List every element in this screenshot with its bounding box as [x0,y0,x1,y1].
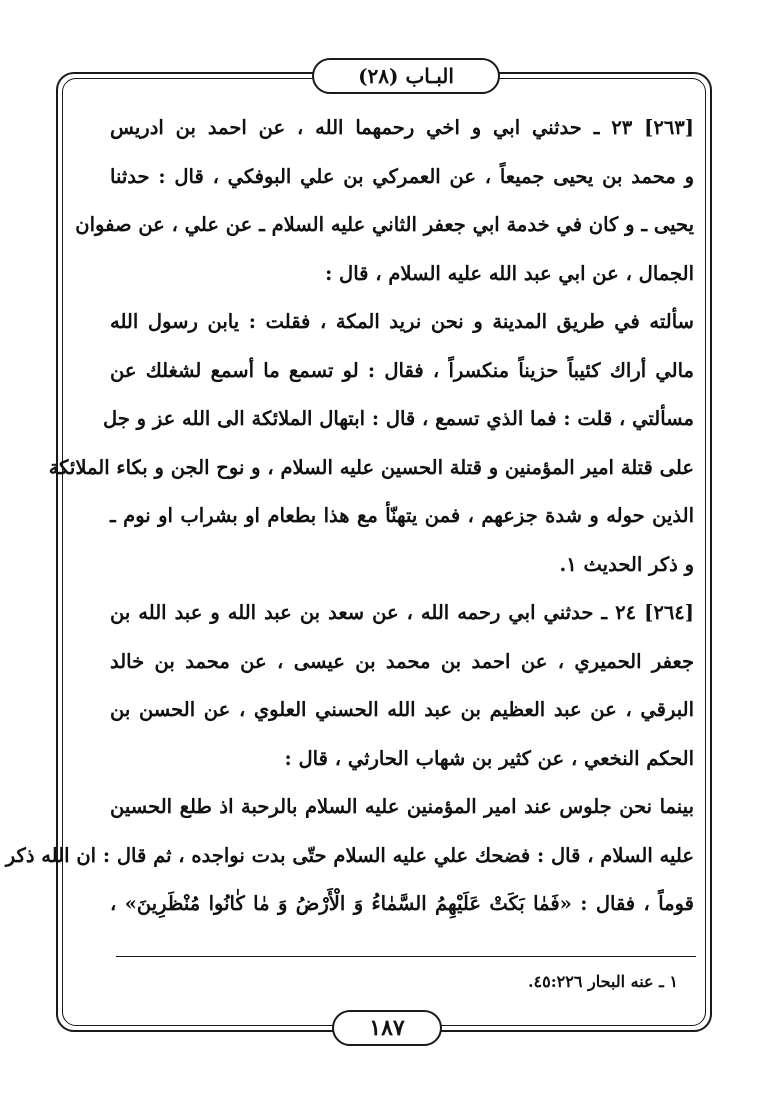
footnote-divider [116,956,696,957]
text-line: يحيى ـ و كان في خدمة ابي جعفر الثاني عليه السلام ـ عن علي ، عن صفوان [75,213,694,236]
text-line: [٢٦٤] ٢٤ ـ حدثني ابي رحمه الله ، عن سعد بن عبد الله و عبد الله بن [110,601,695,624]
text-line: الذين حوله و شدة جزعهم ، فمن يتهنّأ مع هذا بطعام او بشراب او نوم ـ [110,504,694,527]
body-text [5,104,695,929]
text-line: قوماً ، فقال : «فَمٰا بَكَتْ عَلَيْهِمُ السَّمٰاءُ وَ الْأَرْضُ وَ مٰا كٰانُوا مُنْظَرِينَ» ، [110,892,694,915]
text-line: سألته في طريق المدينة و نحن نريد المكة ، فقلت : يابن رسول الله [110,310,694,333]
text-line: جعفر الحميري ، عن احمد بن محمد بن عيسى ، عن محمد بن خالد [110,649,694,673]
text-line: البرقي ، عن عبد العظيم بن عبد الله الحسني العلوي ، عن الحسن بن [110,698,694,721]
chapter-title: البـاب (٢٨) [312,58,500,94]
text-line: مسألتي ، قلت : فما الذي تسمع ، قال : ابتهال الملائكة الى الله عز و جل [103,407,694,430]
text-line: و ذكر الحديث ١. [559,552,694,576]
text-line: بينما نحن جلوس عند امير المؤمنين عليه السلام بالرحبة اذ طلع الحسين [110,795,694,818]
text-line: على قتلة امير المؤمنين و قتلة الحسين عليه السلام ، و نوح الجن و بكاء الملائكة [48,455,694,479]
text-line: عليه السلام ، قال : فضحك علي عليه السلام حتّى بدت نواجده ، ثم قال : ان الله ذكر [5,843,694,867]
text-line: الجمال ، عن ابي عبد الله عليه السلام ، قال : [325,261,694,285]
page-number: ١٨٧ [332,1010,442,1046]
footnote: ١ ـ عنه البحار ٤٥:٢٢٦. [527,972,678,991]
text-line: الحكم النخعي ، عن كثير بن شهاب الحارثي ، قال : [284,746,694,770]
text-line: و محمد بن يحيى جميعاً ، عن العمركي بن علي البوفكي ، قال : حدثنا [110,164,694,188]
text-line: مالي أراك كئيباً حزيناً منكسراً ، فقال : لو تسمع ما أسمع لشغلك عن [110,358,694,382]
text-line: [٢٦٣] ٢٣ ـ حدثني ابي و اخي رحمهما الله ، عن احمد بن ادريس [110,116,695,139]
